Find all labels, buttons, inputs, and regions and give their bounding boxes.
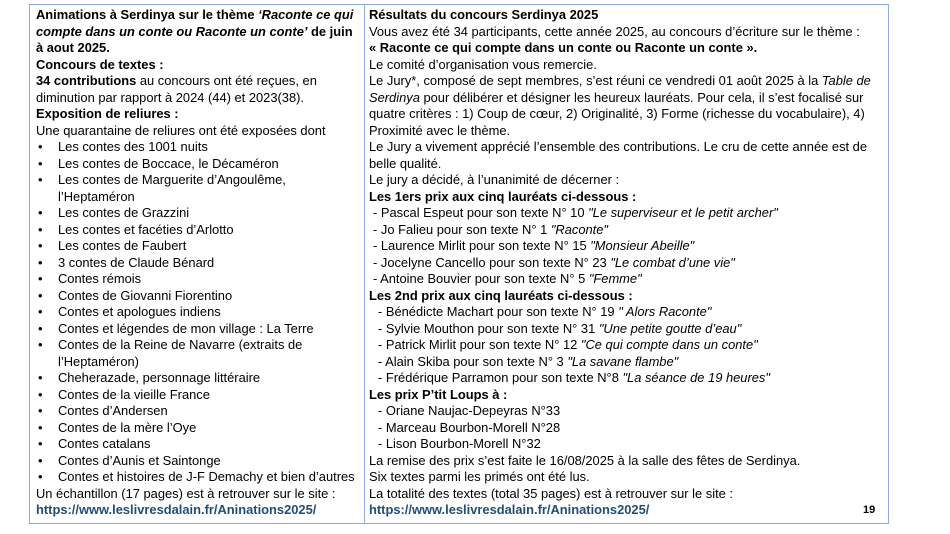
list-item: • Les contes de Grazzini bbox=[36, 205, 359, 222]
list-item: • Contes et légendes de mon village : La Terre bbox=[36, 321, 359, 338]
first-prize-list bbox=[369, 205, 883, 288]
contest-theme: « Raconte ce qui compte dans un conte ou Raconte un conte ». bbox=[369, 40, 758, 55]
page-number: 19 bbox=[863, 504, 876, 516]
winner-title: "Le superviseur et le petit archer" bbox=[588, 205, 778, 220]
six-texts: Six textes parmi les primés ont été lus. bbox=[369, 469, 590, 484]
title-italic: ‘Raconte ce qui compte dans un conte ou Raconte un conte’ bbox=[36, 7, 354, 39]
winner-title: "Raconte" bbox=[550, 221, 609, 237]
concours-heading: Concours de textes : bbox=[36, 56, 164, 72]
list-item bbox=[369, 370, 883, 387]
winner-title: " Alors Raconte" bbox=[618, 304, 712, 319]
jury-text-italic: Table de Serdinya bbox=[369, 73, 871, 105]
list-item bbox=[369, 255, 883, 272]
list-item: • Les contes de Marguerite d’Angoulême, l’Heptaméron bbox=[36, 172, 359, 205]
winner-title: "Ce qui compte dans un conte" bbox=[580, 337, 758, 352]
totality-text: La totalité des textes (total 35 pages) est à retrouver sur le site : bbox=[369, 485, 733, 501]
contributions-rest: au concours ont été reçues, en diminution par rapport à 2024 (44) et 2023(38). bbox=[36, 73, 317, 105]
winner-text: - Patrick Mirlit pour son texte N° 12 bbox=[378, 337, 581, 352]
winner-title: "La savane flambe" bbox=[567, 353, 679, 369]
jury-text bbox=[369, 73, 883, 139]
results-intro: Vous avez été 34 participants, cette année 2025, au concours d’écriture sur le thème : bbox=[369, 23, 860, 39]
list-item bbox=[369, 271, 883, 288]
exposition-intro: Une quarantaine de reliures ont été exposées dont bbox=[36, 122, 326, 138]
list-item: • 3 contes de Claude Bénard bbox=[36, 255, 359, 272]
list-item: • Les contes et facéties d’Arlotto bbox=[36, 222, 359, 239]
list-item: • Contes de la vieille France bbox=[36, 387, 359, 404]
sample-text: Un échantillon (17 pages) est à retrouver sur le site : bbox=[36, 485, 336, 501]
thanks-text: Le comité d’organisation vous remercie. bbox=[369, 56, 597, 72]
list-item: • Contes d’Andersen bbox=[36, 403, 359, 420]
title-end: de juin à aout 2025. bbox=[36, 23, 353, 55]
list-item: • Contes et histoires de J-F Demachy et bien d’autres bbox=[36, 469, 359, 486]
right-column bbox=[365, 5, 888, 523]
jury-text-b: pour délibérer et désigner les heureux lauréats. Pour cela, il s’est focalisé sur quatre critères : 1) Coup de cœur, 2) Originalité, 3) Forme (richesse du vocabulaire), 4) Proximité avec le thème. bbox=[369, 89, 865, 138]
list-item: • Les contes des 1001 nuits bbox=[36, 139, 359, 156]
winner-text: - Alain Skiba pour son texte N° 3 bbox=[378, 353, 568, 369]
contributions-text bbox=[36, 73, 359, 106]
winner-text: - Sylvie Mouthon pour son texte N° 31 bbox=[378, 320, 599, 336]
winner-title: "Une petite goutte d’eau" bbox=[598, 320, 742, 336]
list-item bbox=[369, 222, 883, 239]
winner-text: - Laurence Mirlit pour son texte N° 15 bbox=[373, 238, 591, 253]
list-item bbox=[369, 205, 883, 222]
list-item: • Contes de la Reine de Navarre (extraits de l’Heptaméron) bbox=[36, 337, 359, 370]
winner-title: "Femme" bbox=[588, 271, 642, 286]
reliures-list bbox=[36, 139, 359, 486]
left-site-link[interactable]: https://www.leslivresdalain.fr/Aninations2025/ bbox=[36, 502, 317, 517]
list-item: • Contes d’Aunis et Saintonge bbox=[36, 453, 359, 470]
list-item: • Contes catalans bbox=[36, 436, 359, 453]
first-prize-heading: Les 1ers prix aux cinq lauréats ci-dessous : bbox=[369, 188, 637, 204]
list-item: • Les contes de Boccace, le Décaméron bbox=[36, 156, 359, 173]
contributions-count: 34 contributions bbox=[36, 73, 137, 88]
winner-text: - Bénédicte Machart pour son texte N° 19 bbox=[378, 304, 619, 319]
second-prize-list bbox=[369, 304, 883, 387]
list-item: • Contes de la mère l’Oye bbox=[36, 420, 359, 437]
ptit-loups-heading: Les prix P’tit Loups à : bbox=[369, 386, 508, 402]
list-item: • Les contes de Faubert bbox=[36, 238, 359, 255]
remise-text: La remise des prix s’est faite le 16/08/2025 à la salle des fêtes de Serdinya. bbox=[369, 452, 801, 468]
list-item: • Cheherazade, personnage littéraire bbox=[36, 370, 359, 387]
right-site-link[interactable]: https://www.leslivresdalain.fr/Aninations2025/ bbox=[369, 502, 650, 517]
winner-title: "La séance de 19 heures" bbox=[622, 370, 770, 385]
list-item: - Oriane Naujac-Depeyras N°33 bbox=[378, 403, 561, 418]
list-item bbox=[369, 238, 883, 255]
list-item: - Lison Bourbon-Morell N°32 bbox=[378, 436, 541, 451]
list-item bbox=[369, 304, 883, 321]
winner-text: - Pascal Espeut pour son texte N° 10 bbox=[373, 205, 589, 220]
winner-text: - Frédérique Parramon pour son texte N°8 bbox=[378, 370, 623, 385]
list-item bbox=[369, 321, 883, 338]
winner-text: - Jo Falieu pour son texte N° 1 bbox=[373, 221, 551, 237]
left-title bbox=[36, 7, 359, 57]
exposition-heading: Exposition de reliures : bbox=[36, 106, 179, 121]
winner-text: - Antoine Bouvier pour son texte N° 5 bbox=[373, 271, 589, 286]
content-table bbox=[29, 4, 889, 524]
list-item: - Marceau Bourbon-Morell N°28 bbox=[378, 419, 561, 435]
left-column bbox=[30, 5, 365, 523]
list-item: • Contes rémois bbox=[36, 271, 359, 288]
second-prize-heading: Les 2nd prix aux cinq lauréats ci-dessous : bbox=[369, 287, 633, 303]
results-heading: Résultats du concours Serdinya 2025 bbox=[369, 7, 599, 22]
jury-text-a: Le Jury*, composé de sept membres, s’est réuni ce vendredi 01 août 2025 à la bbox=[369, 73, 822, 88]
list-item: • Contes et apologues indiens bbox=[36, 304, 359, 321]
title-plain: Animations à Serdinya sur le thème bbox=[36, 7, 259, 22]
decision-text: Le jury a décidé, à l’unanimité de décerner : bbox=[369, 172, 620, 187]
winner-title: "Monsieur Abeille" bbox=[590, 238, 695, 253]
winner-title: "Le combat d’une vie" bbox=[610, 254, 735, 270]
ptit-loups-list bbox=[369, 403, 883, 453]
list-item bbox=[369, 354, 883, 371]
list-item: • Contes de Giovanni Fiorentino bbox=[36, 288, 359, 305]
list-item bbox=[369, 337, 883, 354]
winner-text: - Jocelyne Cancello pour son texte N° 23 bbox=[373, 254, 611, 270]
appreciation-text: Le Jury a vivement apprécié l’ensemble des contributions. Le cru de cette année est de belle qualité. bbox=[369, 139, 868, 171]
